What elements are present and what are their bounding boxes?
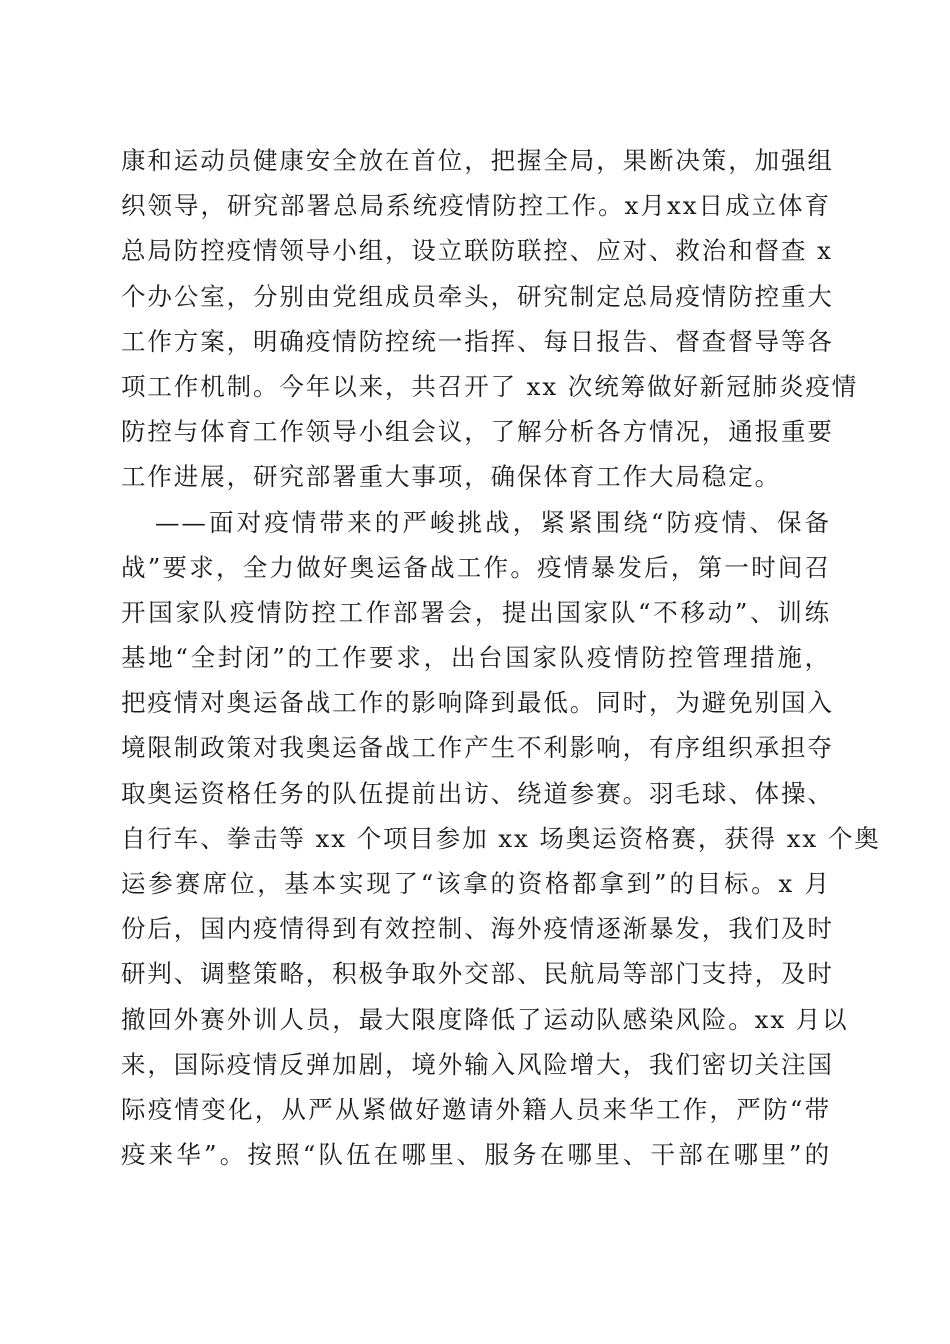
- paragraph-line: 份后，国内疫情得到有效控制、海外疫情逐渐暴发，我们及时: [121, 914, 834, 944]
- paragraph-line: 工作方案，明确疫情防控统一指挥、每日报告、督查督导等各: [121, 326, 834, 356]
- paragraph-line: 研判、调整策略，积极争取外交部、民航局等部门支持，及时: [121, 959, 834, 989]
- paragraph-line: 撤回外赛外训人员，最大限度降低了运动队感染风险。xx 月以: [121, 1004, 849, 1034]
- paragraph-line: 际疫情变化，从严从紧做好邀请外籍人员来华工作，严防“带: [121, 1094, 831, 1124]
- paragraph-line: 织领导，研究部署总局系统疫情防控工作。x月xx日成立体育: [121, 191, 831, 221]
- paragraph-1: [121, 138, 859, 500]
- paragraph-line: 取奥运资格任务的队伍提前出访、绕道参赛。羽毛球、体操、: [121, 778, 834, 808]
- paragraph-line: 战”要求，全力做好奥运备战工作。疫情暴发后，第一时间召: [121, 552, 831, 582]
- paragraph-line: 个办公室，分别由党组成员牵头，研究制定总局疫情防控重大: [121, 281, 834, 311]
- paragraph-line: 防控与体育工作领导小组会议，了解分析各方情况，通报重要: [121, 417, 834, 447]
- paragraph-line: 把疫情对奥运备战工作的影响降到最低。同时，为避免别国入: [121, 688, 834, 718]
- paragraph-line: 康和运动员健康安全放在首位，把握全局，果断决策，加强组: [121, 146, 834, 175]
- paragraph-line: 疫来华”。按照“队伍在哪里、服务在哪里、干部在哪里”的: [121, 1140, 831, 1170]
- paragraph-line: 自行车、拳击等 xx 个项目参加 xx 场奥运资格赛，获得 xx 个奥: [121, 823, 881, 853]
- paragraph-line: 基地“全封闭”的工作要求，出台国家队疫情防控管理措施，: [121, 643, 831, 673]
- paragraph-line: 开国家队疫情防控工作部署会，提出国家队“不移动”、训练: [121, 597, 831, 627]
- paragraph-line: 境限制政策对我奥运备战工作产生不利影响，有序组织承担夺: [121, 733, 834, 763]
- paragraph-line: 来，国际疫情反弹加剧，境外输入风险增大，我们密切关注国: [121, 1049, 834, 1079]
- paragraph-line: 运参赛席位，基本实现了“该拿的资格都拿到”的目标。x 月: [121, 869, 831, 898]
- paragraph-2: [121, 500, 881, 1178]
- paragraph-line: ——面对疫情带来的严峻挑战，紧紧围绕“防疫情、保备: [155, 507, 831, 537]
- paragraph-line: 项工作机制。今年以来，共召开了 xx 次统筹做好新冠肺炎疫情: [121, 371, 859, 401]
- paragraph-line: 工作进展，研究部署重大事项，确保体育工作大局稳定。: [121, 462, 781, 492]
- document-body: [121, 138, 881, 1177]
- paragraph-line: 总局防控疫情领导小组，设立联防联控、应对、救治和督查 x: [121, 236, 833, 266]
